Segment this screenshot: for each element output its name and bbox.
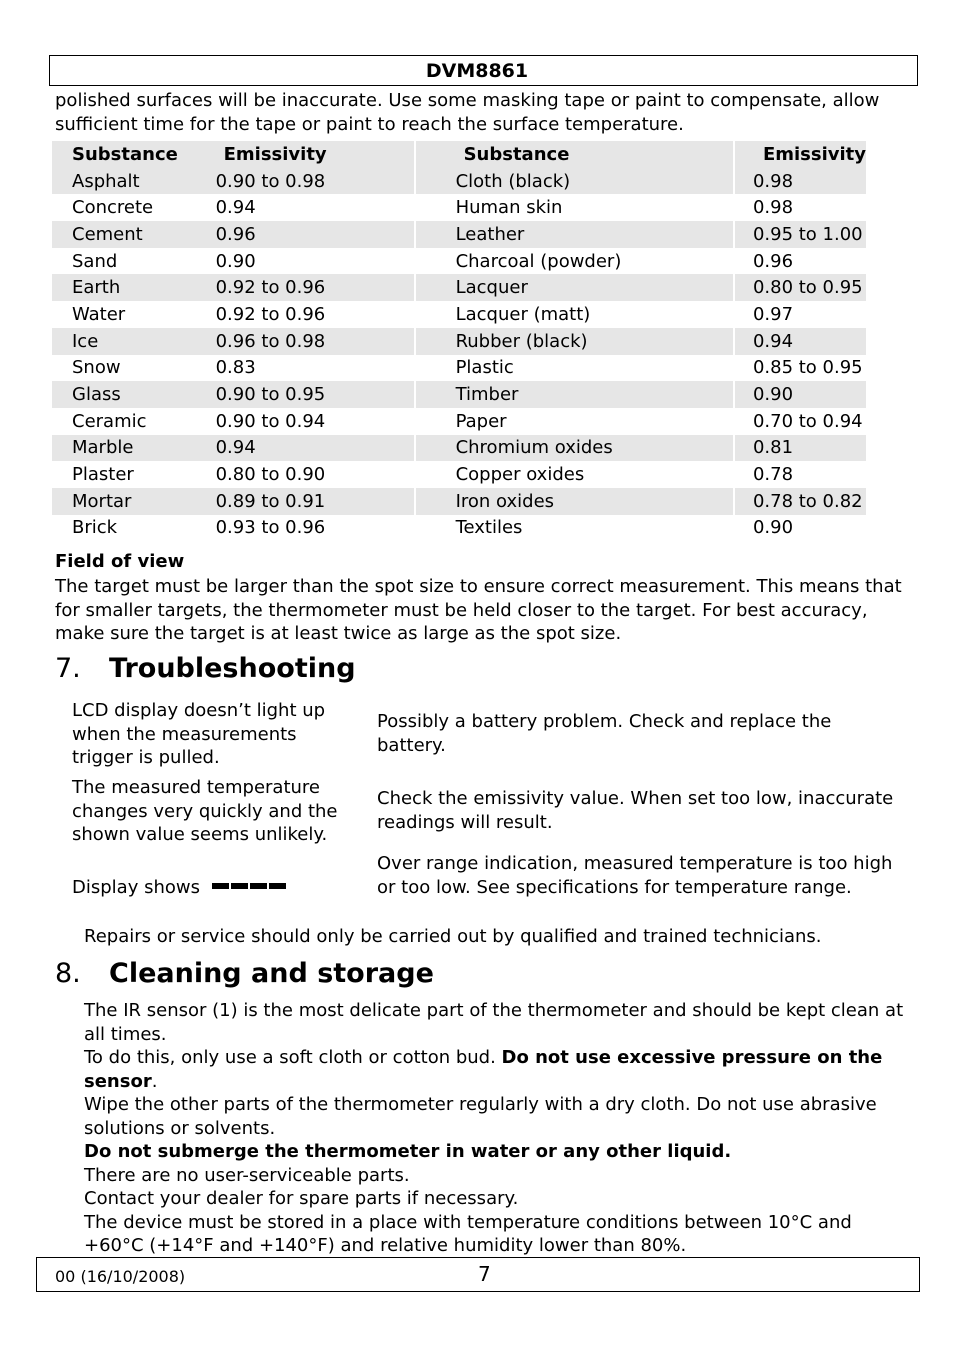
cleaning-text: The device must be stored in a place with temperature conditions between 10°C and +60°C (+14°F and +140°F) and relative humidity lower than 80%. xyxy=(84,1211,852,1256)
cleaning-text: The IR sensor (1) is the most delicate part of the thermometer and should be kept clean at all times. xyxy=(84,1000,904,1045)
problem-text xyxy=(72,876,362,900)
substance-cell: Plaster xyxy=(72,464,134,486)
problem-text: LCD display doesn’t light up when the measurements trigger is pulled. xyxy=(72,700,326,768)
emissivity-cell: 0.93 to 0.96 xyxy=(215,517,326,539)
substance-cell: Plastic xyxy=(415,355,734,382)
emissivity-cell: 0.90 to 0.98 xyxy=(206,168,415,195)
table-row xyxy=(52,274,866,301)
emissivity-cell: 0.94 xyxy=(734,328,866,355)
substance-cell: Rubber (black) xyxy=(415,328,734,355)
emissivity-cell: 0.96 to 0.98 xyxy=(206,328,415,355)
substance-cell: Human skin xyxy=(415,194,734,221)
emissivity-cell: 0.70 to 0.94 xyxy=(734,408,866,435)
emissivity-cell: 0.83 xyxy=(215,357,256,379)
substance-cell: Lacquer (matt) xyxy=(415,301,734,328)
substance-cell: Sand xyxy=(72,250,118,272)
emissivity-cell: 0.96 xyxy=(734,248,866,275)
table-row xyxy=(52,301,866,328)
document-title: DVM8861 xyxy=(425,60,529,82)
table-header-row xyxy=(52,141,866,168)
cleaning-text-end: . xyxy=(151,1070,158,1092)
column-header: Emissivity xyxy=(734,141,866,168)
emissivity-cell: 0.96 xyxy=(206,221,415,248)
section-number: 7. xyxy=(55,653,81,684)
substance-cell: Copper oxides xyxy=(415,461,734,488)
substance-cell: Ice xyxy=(52,328,206,355)
repairs-note: Repairs or service should only be carried out by qualified and trained technicians. xyxy=(84,926,822,947)
emissivity-cell: 0.80 to 0.95 xyxy=(734,274,866,301)
emissivity-cell: 0.98 xyxy=(734,168,866,195)
emissivity-cell: 0.90 xyxy=(734,515,866,542)
cleaning-text: Wipe the other parts of the thermometer regularly with a dry cloth. Do not use abrasive solutions or solvents. xyxy=(84,1094,877,1139)
emissivity-cell: 0.92 to 0.96 xyxy=(215,303,326,325)
emissivity-cell: 0.78 xyxy=(734,461,866,488)
section-title: Troubleshooting xyxy=(109,653,356,684)
substance-cell: Mortar xyxy=(52,488,206,515)
table-row xyxy=(52,221,866,248)
column-header: Substance xyxy=(415,141,734,168)
field-of-view-heading: Field of view xyxy=(55,551,185,572)
section-title: Cleaning and storage xyxy=(109,958,434,989)
emissivity-cell: 0.98 xyxy=(734,194,866,221)
substance-cell: Brick xyxy=(72,517,118,539)
troubleshooting-heading xyxy=(55,653,356,684)
cleaning-paragraph xyxy=(84,999,904,1258)
substance-cell: Chromium oxides xyxy=(415,435,734,462)
emissivity-cell: 0.89 to 0.91 xyxy=(206,488,415,515)
emissivity-table xyxy=(52,141,866,541)
table-row xyxy=(52,435,866,462)
page-number: 7 xyxy=(478,1262,491,1286)
substance-cell: Cement xyxy=(52,221,206,248)
field-of-view-body: The target must be larger than the spot size to ensure correct measurement. This means that for smaller targets, the thermometer must be held closer to the target. For best accuracy, make sure the target is at least twice as large as the spot size. xyxy=(55,576,902,644)
cleaning-warning: Do not submerge the thermometer in water or any other liquid. xyxy=(84,1141,732,1162)
emissivity-cell: 0.95 to 1.00 xyxy=(734,221,866,248)
substance-cell: Textiles xyxy=(415,515,734,542)
problem-text: The measured temperature changes very quickly and the shown value seems unlikely. xyxy=(72,777,338,845)
display-shows-label: Display shows xyxy=(72,877,200,898)
emissivity-cell: 0.97 xyxy=(734,301,866,328)
substance-cell: Charcoal (powder) xyxy=(415,248,734,275)
emissivity-cell: 0.90 to 0.95 xyxy=(206,381,415,408)
substance-cell: Asphalt xyxy=(52,168,206,195)
substance-cell: Leather xyxy=(415,221,734,248)
solution-text: Check the emissivity value. When set too low, inaccurate readings will result. xyxy=(377,788,894,833)
emissivity-cell: 0.92 to 0.96 xyxy=(206,274,415,301)
solution-text: Over range indication, measured temperature is too high or too low. See specifications for temperature range. xyxy=(377,853,893,898)
substance-cell: Paper xyxy=(415,408,734,435)
cleaning-heading xyxy=(55,958,434,989)
substance-cell: Cloth (black) xyxy=(415,168,734,195)
cleaning-text: Contact your dealer for spare parts if necessary. xyxy=(84,1188,519,1209)
table-row xyxy=(52,328,866,355)
solution-text: Possibly a battery problem. Check and replace the battery. xyxy=(377,711,832,756)
substance-cell: Snow xyxy=(72,357,121,379)
table-row xyxy=(52,488,866,515)
substance-cell: Iron oxides xyxy=(415,488,734,515)
column-header: Emissivity xyxy=(206,141,415,168)
substance-cell: Glass xyxy=(52,381,206,408)
table-row xyxy=(52,515,866,542)
column-header: Substance xyxy=(52,141,206,168)
cleaning-text-normal: To do this, only use a soft cloth or cotton bud. xyxy=(84,1047,502,1068)
section-number: 8. xyxy=(55,958,81,989)
substance-cell: Water xyxy=(72,303,126,325)
cleaning-text: There are no user-serviceable parts. xyxy=(84,1164,410,1186)
over-range-dashes-icon xyxy=(210,877,286,898)
table-row xyxy=(52,355,866,382)
emissivity-cell: 0.85 to 0.95 xyxy=(734,355,866,382)
emissivity-cell: 0.81 xyxy=(734,435,866,462)
emissivity-cell: 0.78 to 0.82 xyxy=(734,488,866,515)
table-row xyxy=(52,461,866,488)
intro-paragraph: polished surfaces will be inaccurate. Use some masking tape or paint to compensate, allow sufficient time for the tape or paint to reach the surface temperature. xyxy=(55,90,880,135)
emissivity-cell: 0.94 xyxy=(215,197,256,219)
substance-cell: Lacquer xyxy=(415,274,734,301)
footer-date: 00 (16/10/2008) xyxy=(55,1267,186,1286)
table-row xyxy=(52,381,866,408)
cleaning-warning: Do not use excessive pressure on the sensor xyxy=(84,1047,883,1092)
table-row xyxy=(52,194,866,221)
substance-cell: Marble xyxy=(52,435,206,462)
substance-cell: Timber xyxy=(415,381,734,408)
cleaning-text xyxy=(84,1046,904,1093)
table-row xyxy=(52,248,866,275)
substance-cell: Concrete xyxy=(72,197,154,219)
substance-cell: Earth xyxy=(52,274,206,301)
table-row xyxy=(52,408,866,435)
substance-cell: Ceramic xyxy=(72,410,147,432)
emissivity-cell: 0.94 xyxy=(206,435,415,462)
emissivity-cell: 0.80 to 0.90 xyxy=(215,464,326,486)
emissivity-cell: 0.90 xyxy=(734,381,866,408)
table-row xyxy=(52,168,866,195)
emissivity-cell: 0.90 xyxy=(215,250,256,272)
emissivity-cell: 0.90 to 0.94 xyxy=(215,410,326,432)
